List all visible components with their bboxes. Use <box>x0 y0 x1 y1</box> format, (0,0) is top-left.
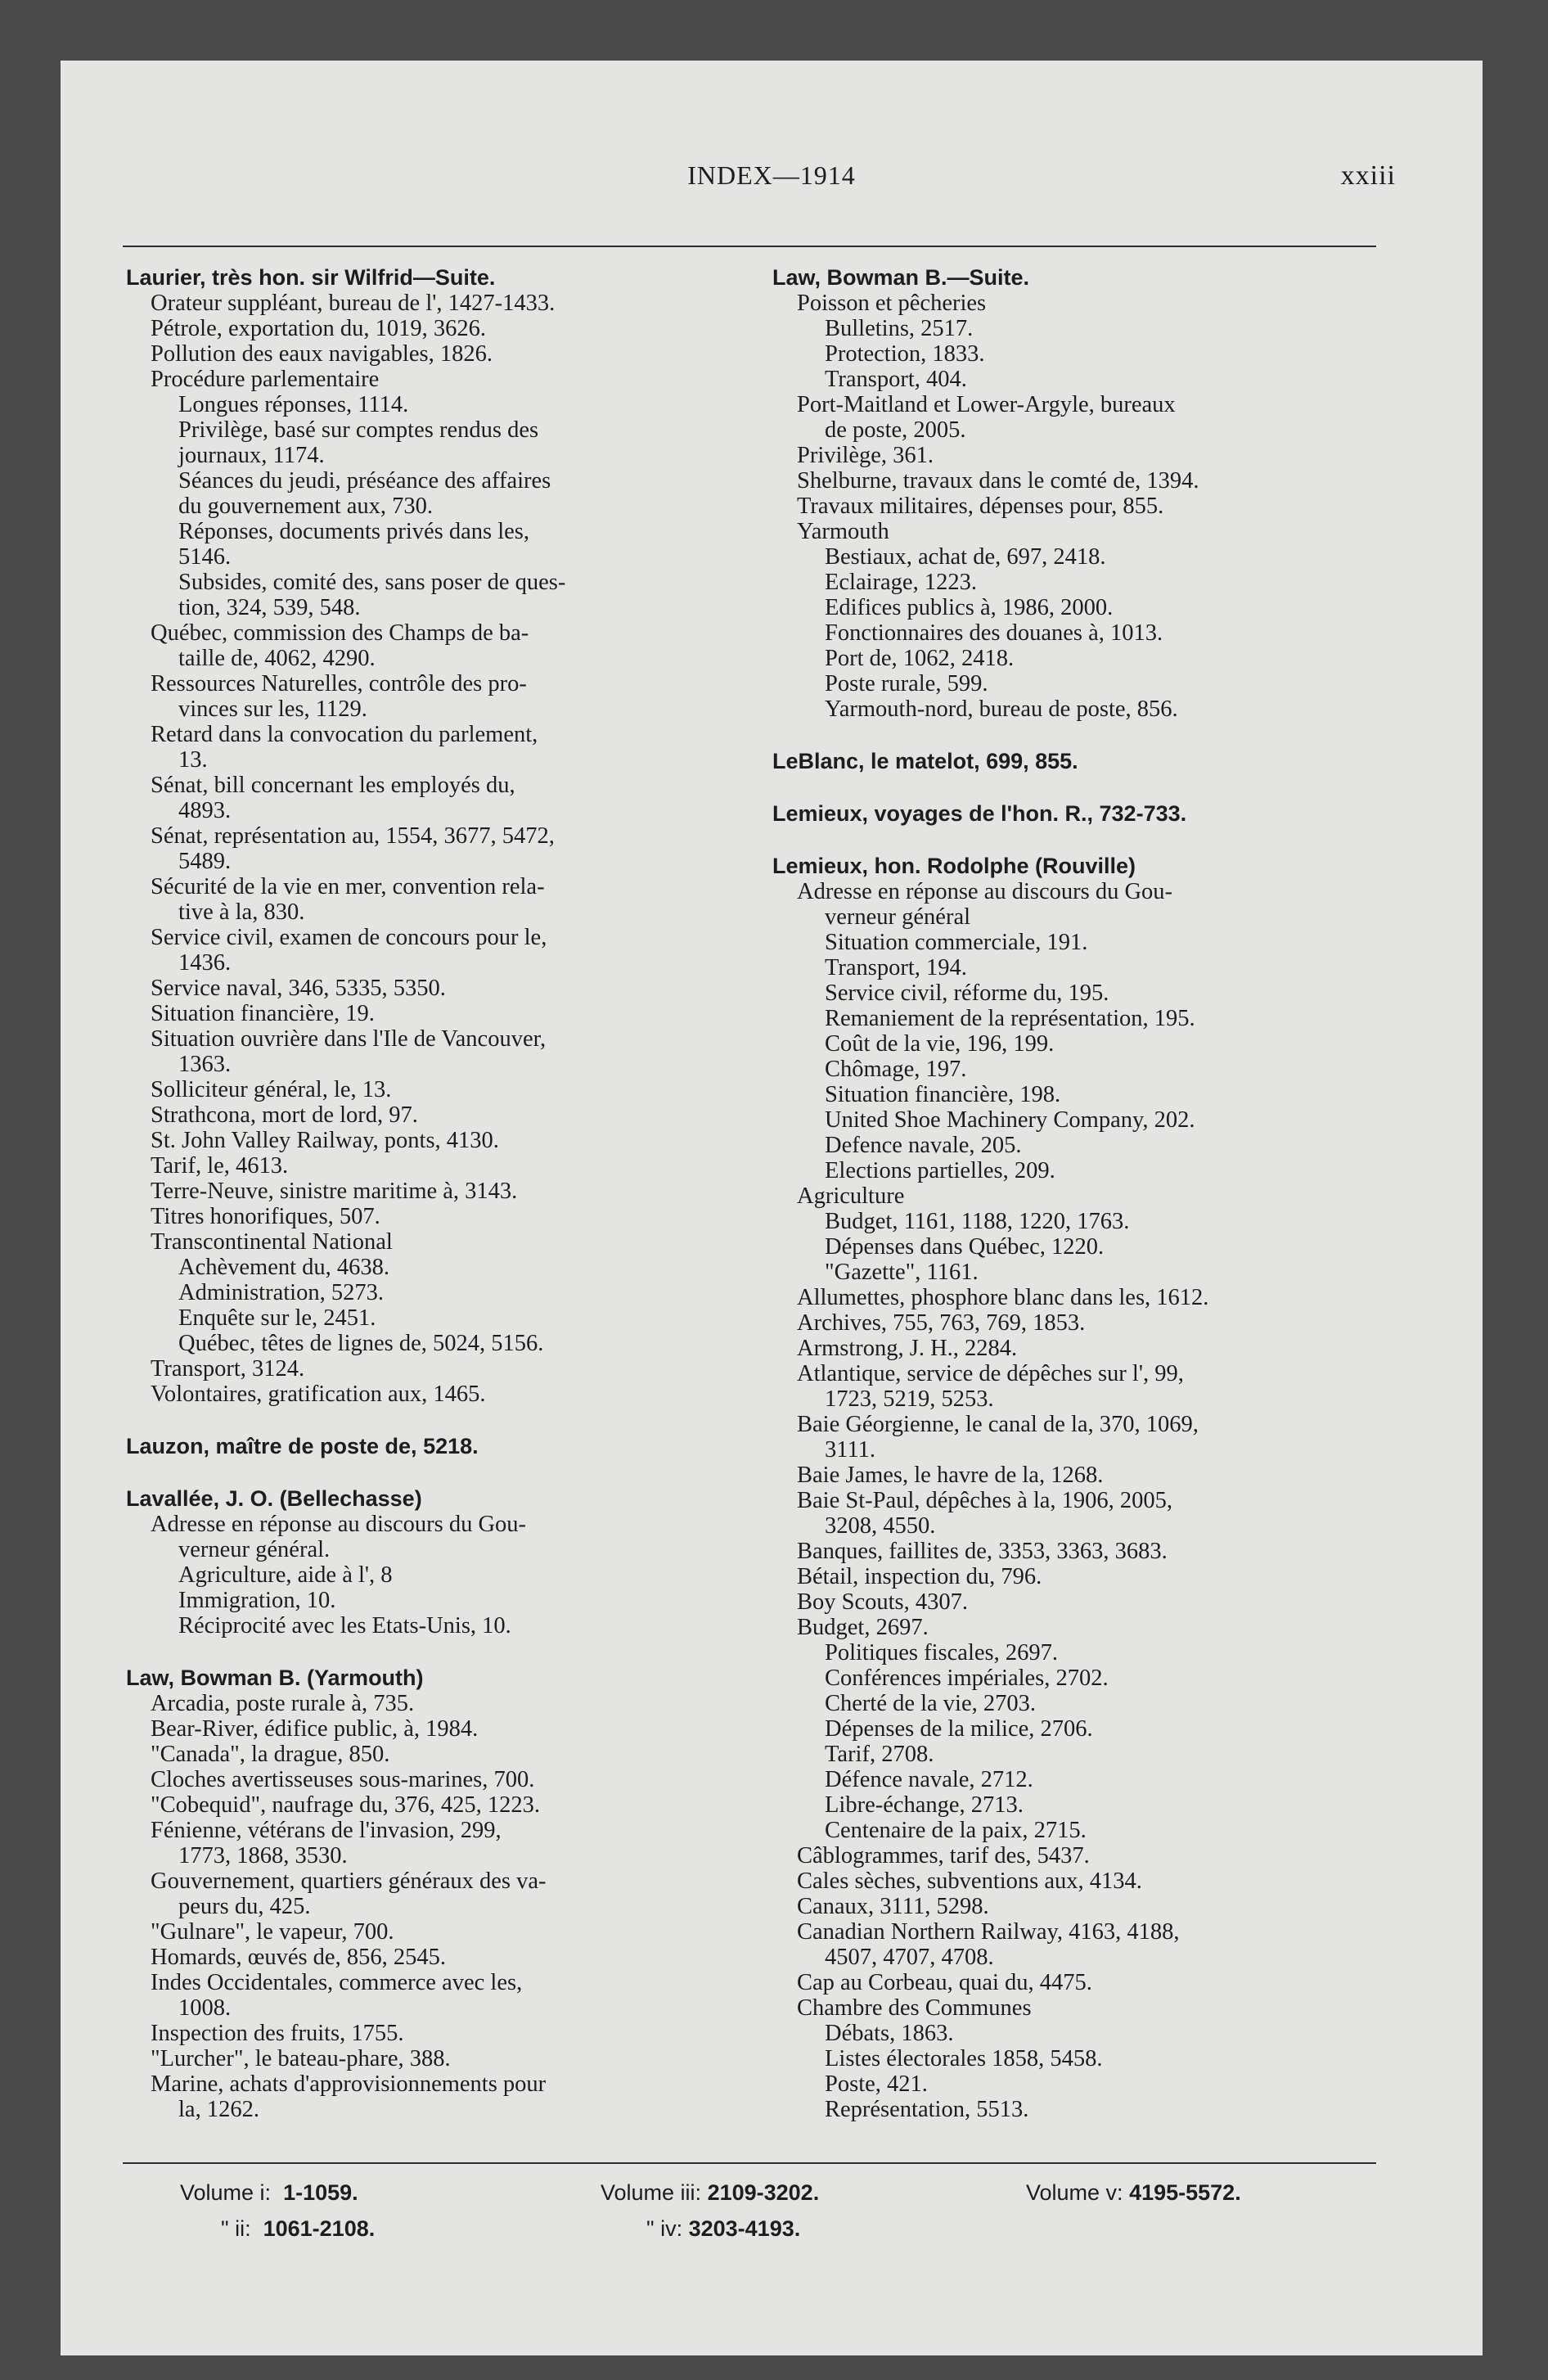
index-entry: Orateur suppléant, bureau de l', 1427-1433. <box>151 291 556 316</box>
index-entry: Bulletins, 2517. <box>825 316 974 341</box>
index-entry: Débats, 1863. <box>825 2021 954 2046</box>
index-entry-heading: Lauzon, maître de poste de, 5218. <box>126 1434 479 1458</box>
index-entry: Situation ouvrière dans l'Ile de Vancouver, <box>151 1026 547 1052</box>
volume-range-i: Volume i: 1-1059. <box>180 2180 358 2205</box>
entry-spacer <box>126 1407 764 1434</box>
index-entry-heading: Lemieux, hon. Rodolphe (Rouville) <box>772 854 1136 878</box>
index-entry: 3208, 4550. <box>825 1513 936 1539</box>
index-entry: Transport, 194. <box>825 955 967 980</box>
index-entry: St. John Valley Railway, ponts, 4130. <box>151 1128 499 1153</box>
index-entry: Cloches avertisseuses sous-marines, 700. <box>151 1767 535 1792</box>
volume-ranges-footer <box>61 2180 1483 2270</box>
volume-range-ii: " ii: 1061-2108. <box>221 2216 376 2241</box>
index-entry: 13. <box>178 747 208 773</box>
index-entry-heading: Laurier, très hon. sir Wilfrid—Suite. <box>126 265 496 290</box>
index-entry: Yarmouth-nord, bureau de poste, 856. <box>825 696 1178 722</box>
entry-spacer <box>772 722 1411 749</box>
index-entry: "Lurcher", le bateau-phare, 388. <box>151 2046 451 2071</box>
index-entry: Pétrole, exportation du, 1019, 3626. <box>151 316 487 341</box>
index-entry: Travaux militaires, dépenses pour, 855. <box>797 494 1164 519</box>
index-entry: de poste, 2005. <box>825 417 966 443</box>
index-entry: Shelburne, travaux dans le comté de, 1394. <box>797 468 1199 494</box>
index-entry: tive à la, 830. <box>178 899 305 925</box>
index-entry: Arcadia, poste rurale à, 735. <box>151 1691 415 1716</box>
index-entry: Elections partielles, 209. <box>825 1158 1055 1183</box>
index-entry: Poste, 421. <box>825 2071 928 2097</box>
index-entry: Cap au Corbeau, quai du, 4475. <box>797 1970 1092 1995</box>
index-entry: Poisson et pêcheries <box>797 291 987 316</box>
index-entry: 1008. <box>178 1995 232 2021</box>
page-title: INDEX—1914 <box>687 160 856 190</box>
volume-range-v: Volume v: 4195-5572. <box>1026 2180 1241 2205</box>
index-entry: Strathcona, mort de lord, 97. <box>151 1102 418 1128</box>
index-entry: Edifices publics à, 1986, 2000. <box>825 595 1114 620</box>
index-entry: Listes électorales 1858, 5458. <box>825 2046 1103 2071</box>
index-entry: Poste rurale, 599. <box>825 671 988 696</box>
index-entry: Service civil, examen de concours pour le, <box>151 925 547 950</box>
volume-range-iii: Volume iii: 2109-3202. <box>601 2180 820 2205</box>
index-entry: Inspection des fruits, 1755. <box>151 2021 404 2046</box>
index-entry: Sénat, représentation au, 1554, 3677, 5472, <box>151 823 555 849</box>
index-entry: "Gulnare", le vapeur, 700. <box>151 1919 394 1945</box>
index-entry: Tarif, le, 4613. <box>151 1153 289 1179</box>
index-entry: Représentation, 5513. <box>825 2097 1029 2122</box>
index-entry: Bestiaux, achat de, 697, 2418. <box>825 544 1106 570</box>
index-entry: Immigration, 10. <box>178 1588 336 1613</box>
index-entry: Séances du jeudi, préséance des affaires <box>178 468 551 494</box>
footer-rule <box>123 2162 1376 2164</box>
index-entry: Service civil, réforme du, 195. <box>825 980 1109 1006</box>
index-entry: Baie St-Paul, dépêches à la, 1906, 2005, <box>797 1488 1173 1513</box>
index-entry: la, 1262. <box>178 2097 259 2122</box>
index-entry: Port de, 1062, 2418. <box>825 646 1015 671</box>
index-entry: Sénat, bill concernant les employés du, <box>151 773 515 798</box>
index-entry: Situation financière, 19. <box>151 1001 375 1026</box>
index-entry: Agriculture <box>797 1183 905 1209</box>
index-entry: Fonctionnaires des douanes à, 1013. <box>825 620 1163 646</box>
index-entry: Enquête sur le, 2451. <box>178 1305 376 1331</box>
index-entry: verneur général <box>825 904 971 930</box>
index-entry: Procédure parlementaire <box>151 367 380 392</box>
index-entry: Homards, œuvés de, 856, 2545. <box>151 1945 446 1970</box>
index-entry: Baie James, le havre de la, 1268. <box>797 1463 1104 1488</box>
index-entry: Transport, 3124. <box>151 1356 305 1382</box>
document-page <box>61 61 1483 2355</box>
index-entry: Terre-Neuve, sinistre maritime à, 3143. <box>151 1179 518 1204</box>
index-entry: Privilège, basé sur comptes rendus des <box>178 417 539 443</box>
index-entry: 1773, 1868, 3530. <box>178 1843 348 1868</box>
index-entry: tion, 324, 539, 548. <box>178 595 361 620</box>
header-rule <box>123 246 1376 247</box>
index-entry: Défence navale, 2712. <box>825 1767 1033 1792</box>
index-entry: verneur général. <box>178 1537 331 1562</box>
index-entry: Cherté de la vie, 2703. <box>825 1691 1037 1716</box>
index-entry: taille de, 4062, 4290. <box>178 646 376 671</box>
index-entry: Situation financière, 198. <box>825 1082 1061 1107</box>
index-entry: Transport, 404. <box>825 367 967 392</box>
index-column-left <box>126 265 764 2122</box>
index-entry: Solliciteur général, le, 13. <box>151 1077 392 1102</box>
index-entry: Remaniement de la représentation, 195. <box>825 1006 1195 1031</box>
index-entry: Protection, 1833. <box>825 341 985 367</box>
index-entry: Banques, faillites de, 3353, 3363, 3683. <box>797 1539 1168 1564</box>
index-entry: Gouvernement, quartiers généraux des va- <box>151 1868 547 1894</box>
index-entry: 1436. <box>178 950 232 976</box>
index-entry: Dépenses dans Québec, 1220. <box>825 1234 1105 1260</box>
index-entry: Armstrong, J. H., 2284. <box>797 1336 1018 1361</box>
index-column-right <box>772 265 1411 2122</box>
index-entry-heading: Lemieux, voyages de l'hon. R., 732-733. <box>772 801 1187 826</box>
index-entry: Tarif, 2708. <box>825 1742 934 1767</box>
index-entry: Politiques fiscales, 2697. <box>825 1640 1058 1666</box>
index-entry: peurs du, 425. <box>178 1894 311 1919</box>
index-entry: Réciprocité avec les Etats-Unis, 10. <box>178 1613 511 1639</box>
index-entry: Baie Géorgienne, le canal de la, 370, 1069, <box>797 1412 1199 1437</box>
index-entry: 3111. <box>825 1437 876 1463</box>
index-entry-heading: Law, Bowman B. (Yarmouth) <box>126 1666 424 1690</box>
index-entry: Retard dans la convocation du parlement, <box>151 722 538 747</box>
entry-spacer <box>126 1639 764 1666</box>
index-entry: Ressources Naturelles, contrôle des pro- <box>151 671 527 696</box>
index-entry: Yarmouth <box>797 519 889 544</box>
index-entry: 1723, 5219, 5253. <box>825 1386 994 1412</box>
index-entry: Chambre des Communes <box>797 1995 1032 2021</box>
index-entry: Adresse en réponse au discours du Gou- <box>797 879 1173 904</box>
index-entry: Chômage, 197. <box>825 1057 967 1082</box>
index-entry: 4893. <box>178 798 232 823</box>
index-entry: 5146. <box>178 544 232 570</box>
index-entry: 5489. <box>178 849 232 874</box>
index-entry: Longues réponses, 1114. <box>178 392 409 417</box>
index-entry: Adresse en réponse au discours du Gou- <box>151 1512 527 1537</box>
index-entry: 1363. <box>178 1052 232 1077</box>
index-entry: Marine, achats d'approvisionnements pour <box>151 2071 547 2097</box>
index-entry: Port-Maitland et Lower-Argyle, bureaux <box>797 392 1176 417</box>
index-entry: Bear-River, édifice public, à, 1984. <box>151 1716 479 1742</box>
index-entry: Archives, 755, 763, 769, 1853. <box>797 1310 1086 1336</box>
page-number: xxiii <box>1340 160 1396 191</box>
index-entry: Situation commerciale, 191. <box>825 930 1088 955</box>
volume-range-iv: " iv: 3203-4193. <box>646 2216 801 2241</box>
index-entry: Defence navale, 205. <box>825 1133 1022 1158</box>
index-entry: Câblogrammes, tarif des, 5437. <box>797 1843 1090 1868</box>
index-entry: Cales sèches, subventions aux, 4134. <box>797 1868 1142 1894</box>
index-entry: Canaux, 3111, 5298. <box>797 1894 989 1919</box>
entry-spacer <box>126 1459 764 1486</box>
entry-spacer <box>772 827 1411 854</box>
index-entry: Pollution des eaux navigables, 1826. <box>151 341 493 367</box>
index-entry: Allumettes, phosphore blanc dans les, 1612. <box>797 1285 1209 1310</box>
index-entry: Conférences impériales, 2702. <box>825 1666 1109 1691</box>
index-entry: Budget, 2697. <box>797 1615 929 1640</box>
index-entry: Réponses, documents privés dans les, <box>178 519 530 544</box>
index-entry: Titres honorifiques, 507. <box>151 1204 380 1229</box>
index-entry-heading: LeBlanc, le matelot, 699, 855. <box>772 749 1078 773</box>
index-entry: Libre-échange, 2713. <box>825 1792 1024 1818</box>
index-entry: journaux, 1174. <box>178 443 325 468</box>
index-entry: Atlantique, service de dépêches sur l', 99, <box>797 1361 1184 1386</box>
index-entry: Administration, 5273. <box>178 1280 384 1305</box>
index-entry: Québec, commission des Champs de ba- <box>151 620 529 646</box>
index-entry: Service naval, 346, 5335, 5350. <box>151 976 446 1001</box>
index-entry: Eclairage, 1223. <box>825 570 977 595</box>
index-entry: Québec, têtes de lignes de, 5024, 5156. <box>178 1331 544 1356</box>
index-entry: Boy Scouts, 4307. <box>797 1589 969 1615</box>
index-entry: Achèvement du, 4638. <box>178 1255 390 1280</box>
index-entry-heading: Law, Bowman B.—Suite. <box>772 265 1030 290</box>
index-entry: Budget, 1161, 1188, 1220, 1763. <box>825 1209 1130 1234</box>
index-entry: Agriculture, aide à l', 8 <box>178 1562 393 1588</box>
index-entry: "Canada", la drague, 850. <box>151 1742 390 1767</box>
index-entry: 4507, 4707, 4708. <box>825 1945 994 1970</box>
index-entry: Subsides, comité des, sans poser de ques- <box>178 570 566 595</box>
index-entry: "Gazette", 1161. <box>825 1260 979 1285</box>
index-entry: United Shoe Machinery Company, 202. <box>825 1107 1195 1133</box>
entry-spacer <box>772 774 1411 801</box>
index-entry: Canadian Northern Railway, 4163, 4188, <box>797 1919 1180 1945</box>
index-entry: Privilège, 361. <box>797 443 934 468</box>
index-entry: Dépenses de la milice, 2706. <box>825 1716 1093 1742</box>
index-entry-heading: Lavallée, J. O. (Bellechasse) <box>126 1486 422 1511</box>
index-entry: Fénienne, vétérans de l'invasion, 299, <box>151 1818 502 1843</box>
index-entry: Volontaires, gratification aux, 1465. <box>151 1382 486 1407</box>
index-entry: Sécurité de la vie en mer, convention rela- <box>151 874 545 899</box>
index-entry: Coût de la vie, 196, 199. <box>825 1031 1055 1057</box>
index-entry: Bétail, inspection du, 796. <box>797 1564 1042 1589</box>
index-entry: Transcontinental National <box>151 1229 393 1255</box>
index-entry: Indes Occidentales, commerce avec les, <box>151 1970 523 1995</box>
index-entry: Centenaire de la paix, 2715. <box>825 1818 1087 1843</box>
index-entry: vinces sur les, 1129. <box>178 696 367 722</box>
index-entry: "Cobequid", naufrage du, 376, 425, 1223. <box>151 1792 541 1818</box>
index-entry: du gouvernement aux, 730. <box>178 494 434 519</box>
page-header <box>139 160 1404 210</box>
